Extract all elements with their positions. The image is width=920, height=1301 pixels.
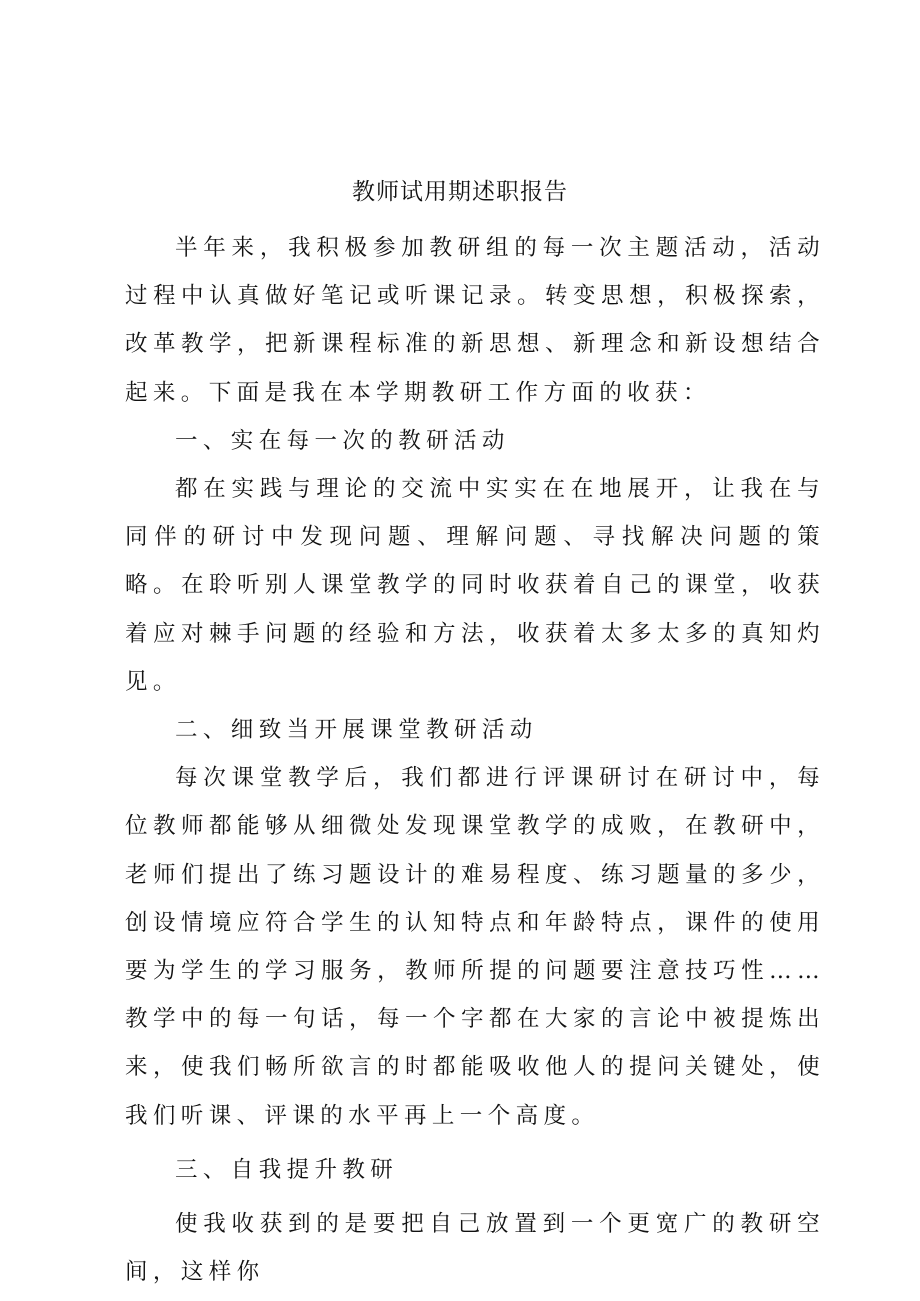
intro-paragraph: 半年来，我积极参加教研组的每一次主题活动，活动过程中认真做好笔记或听课记录。转变思想，积极探索，改革教学，把新课程标准的新思想、新理念和新设想结合起来。下面是我在本学期教研工作方面的收获： xyxy=(125,235,825,406)
document-body xyxy=(125,224,825,1296)
section-heading-2: 二、细致当开展课堂教研活动 xyxy=(175,717,538,744)
section-2-paragraph: 每次课堂教学后，我们都进行评课研讨在研讨中，每位教师都能够从细微处发现课堂教学的成败，在教研中，老师们提出了练习题设计的难易程度、练习题量的多少，创设情境应符合学生的认知特点和年龄特点，课件的使用要为学生的学习服务，教师所提的问题要注意技巧性……教学中的每一句话，每一个字都在大家的言论中被提炼出来，使我们畅所欲言的时都能吸收他人的提问关键处，使我们听课、评课的水平再上一个高度。 xyxy=(125,765,825,1129)
section-3-paragraph: 使我收获到的是要把自己放置到一个更宽广的教研空间，这样你 xyxy=(125,1211,825,1286)
document-title: 教师试用期述职报告 xyxy=(352,179,568,205)
section-heading-1: 一、实在每一次的教研活动 xyxy=(175,427,510,454)
section-1-paragraph: 都在实践与理论的交流中实实在在地展开，让我在与同伴的研讨中发现问题、理解问题、寻找解决问题的策略。在聆听别人课堂教学的同时收获着自己的课堂，收获着应对棘手问题的经验和方法，收获着太多太多的真知灼见。 xyxy=(125,476,825,695)
section-heading-3: 三、自我提升教研 xyxy=(175,1156,399,1183)
